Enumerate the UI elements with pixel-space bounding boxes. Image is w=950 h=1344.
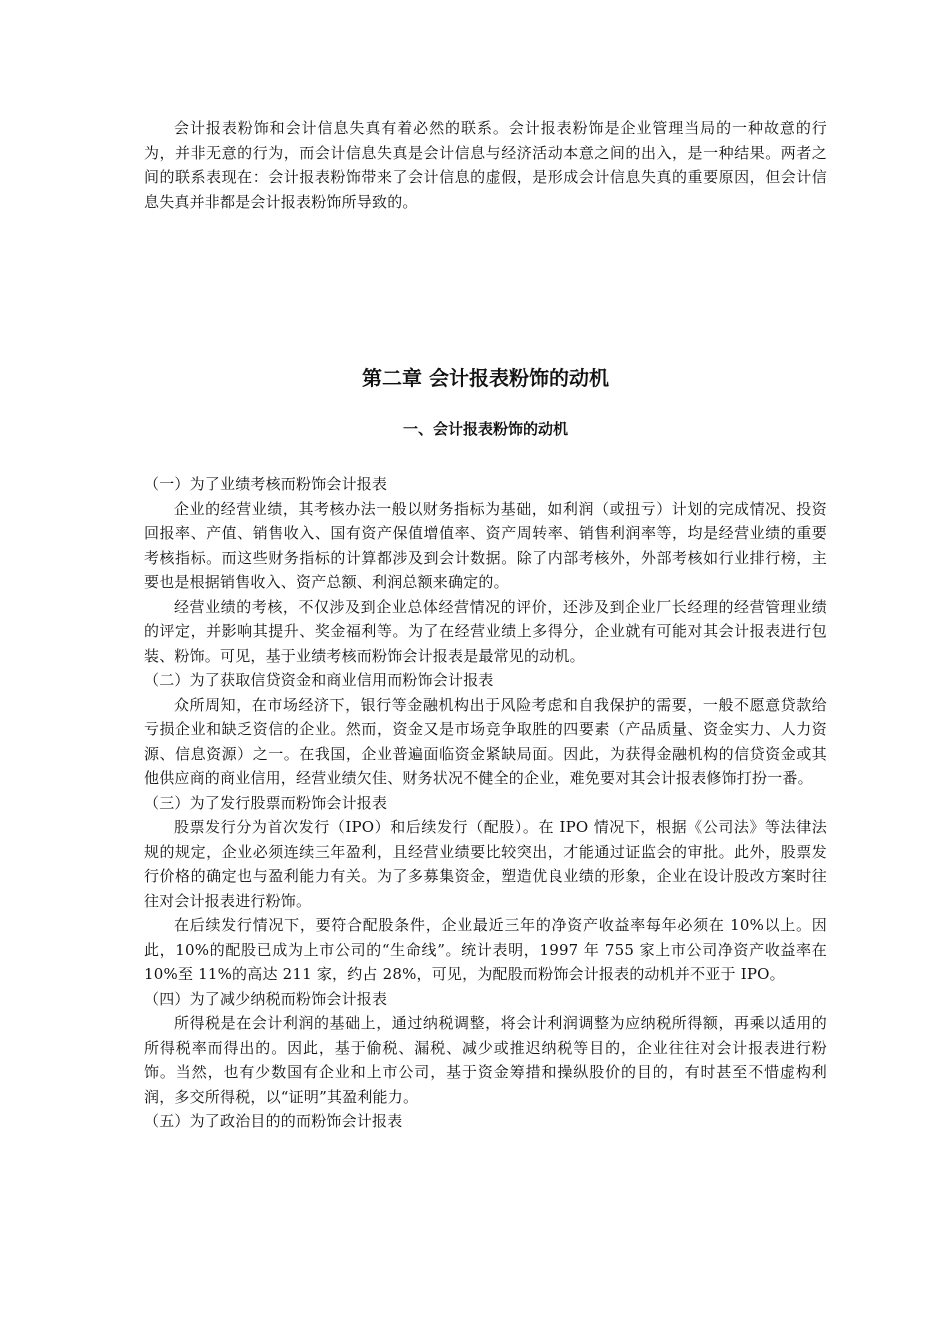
subsection-heading-3: （三）为了发行股票而粉饰会计报表 (144, 793, 388, 812)
body-paragraph: 众所周知，在市场经济下，银行等金融机构出于风险考虑和自我保护的需要，一般不愿意贷款给亏损企业和缺乏资信的企业。然而，资金又是市场竞争取胜的四要素（产品质量、资金实力、人力资源、信息资源）之一。在我国，企业普遍面临资金紧缺局面。因此，为获得金融机构的信贷资金或其他供应商的商业信用，经营业绩欠佳、财务状况不健全的企业，难免要对其会计报表修饰打扮一番。 (144, 695, 827, 787)
subsection-heading-4: （四）为了减少纳税而粉饰会计报表 (144, 989, 388, 1008)
intro-paragraph: 会计报表粉饰和会计信息失真有着必然的联系。会计报表粉饰是企业管理当局的一种故意的行为，并非无意的行为，而会计信息失真是会计信息与经济活动本意之间的出入，是一种结果。两者之间的联系表现在：会计报表粉饰带来了会计信息的虚假，是形成会计信息失真的重要原因，但会计信息失真并非都是会计报表粉饰所导致的。 (144, 119, 827, 211)
body-paragraph: 经营业绩的考核，不仅涉及到企业总体经营情况的评价，还涉及到企业厂长经理的经营管理业绩的评定，并影响其提升、奖金福利等。为了在经营业绩上多得分，企业就有可能对其会计报表进行包装、粉饰。可见，基于业绩考核而粉饰会计报表是最常见的动机。 (144, 597, 827, 665)
subsection-heading-2: （二）为了获取信贷资金和商业信用而粉饰会计报表 (144, 671, 494, 689)
body-paragraph: 所得税是在会计利润的基础上，通过纳税调整，将会计利润调整为应纳税所得额，再乘以适用的所得税率而得出的。因此，基于偷税、漏税、减少或推迟纳税等目的，企业往往对会计报表进行粉饰。当然，也有少数国有企业和上市公司，基于资金筹措和操纵股价的目的，有时甚至不惜虚构利润，多交所得税，以“证明”其盈利能力。 (144, 1014, 827, 1106)
chapter-title: 第二章 会计报表粉饰的动机 (362, 366, 609, 390)
document-page (144, 116, 827, 1134)
body-paragraph: 股票发行分为首次发行（IPO）和后续发行（配股）。在 IPO 情况下，根据《公司法》等法律法规的规定，企业必须连续三年盈利，且经营业绩要比较突出，才能通过证监会的审批。此外，股票发行价格的确定也与盈利能力有关。为了多募集资金，塑造优良业绩的形象，企业在设计股改方案时往往对会计报表进行粉饰。 (144, 818, 827, 910)
subsection-heading-5: （五）为了政治目的的而粉饰会计报表 (144, 1112, 403, 1130)
body-paragraph: 在后续发行情况下，要符合配股条件，企业最近三年的净资产收益率每年必须在 10%以上。因此，10%的配股已成为上市公司的“生命线”。统计表明，1997 年 755 家上市公司净资产收益率在 10%至 11%的高达 211 家，约占 28%，可见，为配股而粉饰会计报表的动机并不亚于 IPO。 (144, 916, 827, 983)
subsection-heading-1: （一）为了业绩考核而粉饰会计报表 (144, 475, 388, 493)
body-paragraph: 企业的经营业绩，其考核办法一般以财务指标为基础，如利润（或扭亏）计划的完成情况、投资回报率、产值、销售收入、国有资产保值增值率、资产周转率、销售利润率等，均是经营业绩的重要考核指标。而这些财务指标的计算都涉及到会计数据。除了内部考核外，外部考核如行业排行榜，主要也是根据销售收入、资产总额、利润总额来确定的。 (144, 499, 827, 591)
section-title: 一、会计报表粉饰的动机 (402, 420, 568, 438)
